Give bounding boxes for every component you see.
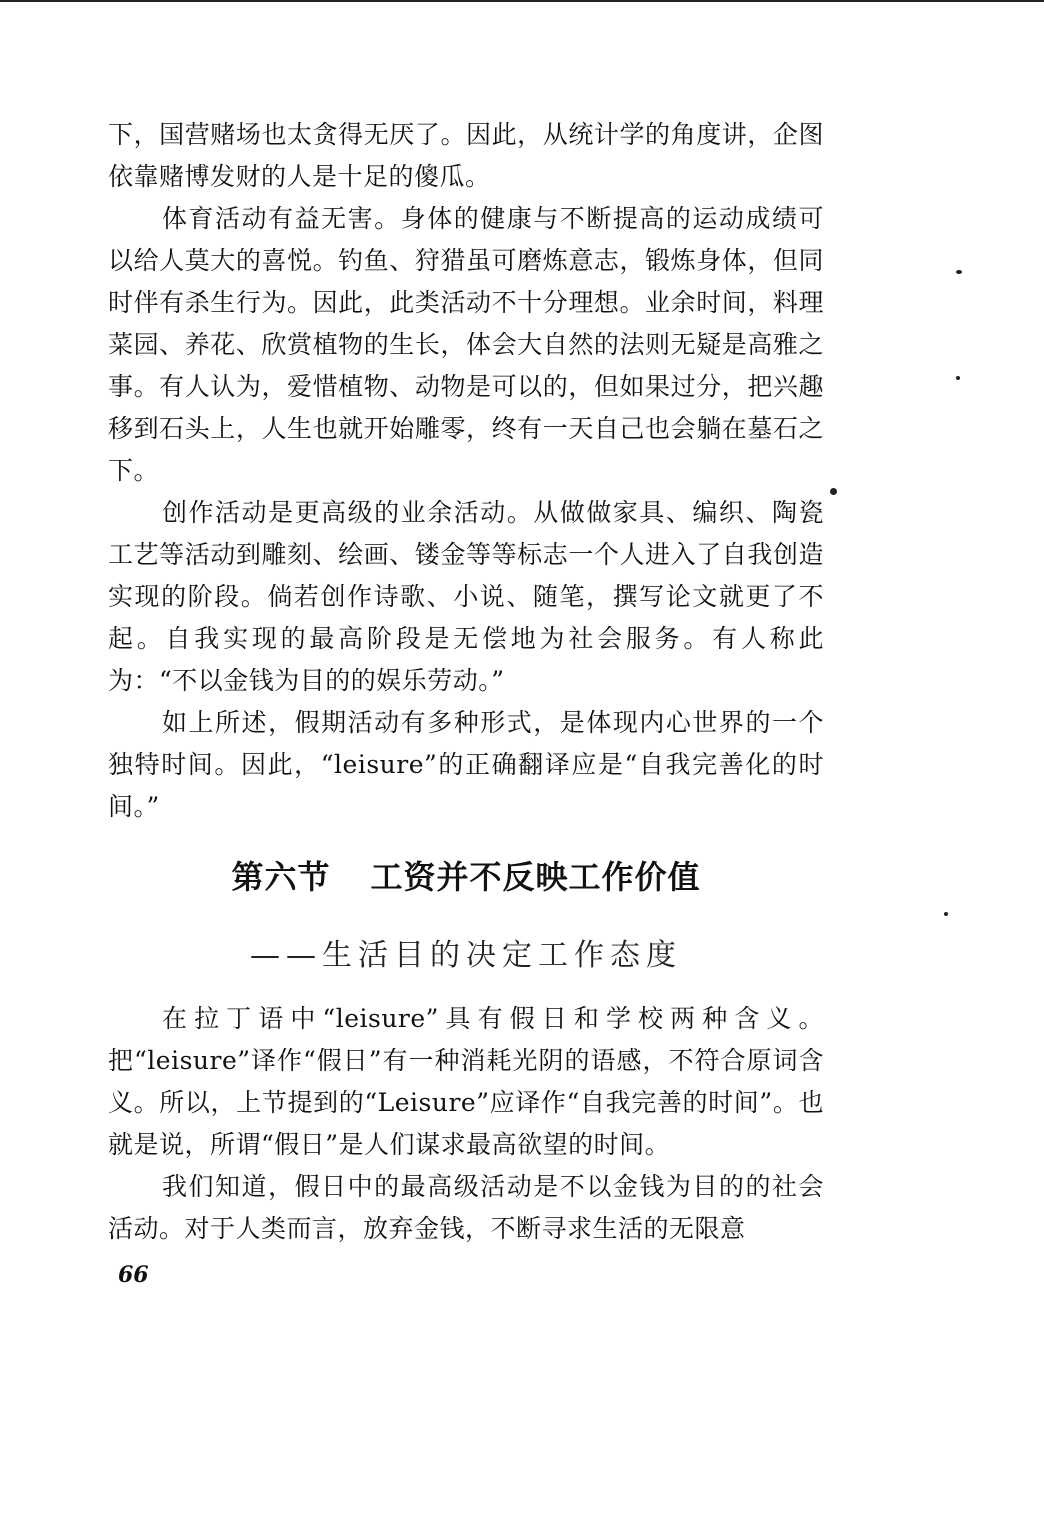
page-number: 66 — [118, 1262, 149, 1288]
scan-speck — [944, 912, 948, 916]
scan-speck — [956, 376, 960, 380]
paragraph: 体育活动有益无害。身体的健康与不断提高的运动成绩可以给人莫大的喜悦。钓鱼、狩猎虽可磨炼意志，锻炼身体，但同时伴有杀生行为。因此，此类活动不十分理想。业余时间，料理菜园、养花、欣赏植物的生长，体会大自然的法则无疑是高雅之事。有人认为，爱惜植物、动物是可以的，但如果过分，把兴趣移到石头上，人生也就开始雕零，终有一天自己也会躺在墓石之下。 — [108, 204, 824, 485]
body-text-lower — [108, 998, 824, 1250]
paragraph: 创作活动是更高级的业余活动。从做做家具、编织、陶瓷工艺等活动到雕刻、绘画、镂金等等标志一个人进入了自我创造实现的阶段。倘若创作诗歌、小说、随笔，撰写论文就更了不起。自我实现的最高阶段是无偿地为社会服务。有人称此为：“不以金钱为目的的娱乐劳动。” — [108, 498, 824, 695]
section-heading — [108, 852, 824, 898]
scan-speck — [956, 270, 962, 274]
body-text-upper — [108, 114, 824, 828]
paragraph: 我们知道，假日中的最高级活动是不以金钱为目的的社会活动。对于人类而言，放弃金钱，不断寻求生活的无限意 — [108, 1172, 824, 1243]
scan-speck — [830, 488, 837, 495]
paragraph: 下，国营赌场也太贪得无厌了。因此，从统计学的角度讲，企图依靠赌博发财的人是十足的傻瓜。 — [108, 120, 824, 191]
section-subtitle: ——生活目的决定工作态度 — [250, 938, 682, 973]
section-title: 工资并不反映工作价值 — [370, 858, 701, 896]
section-number: 第六节 — [231, 858, 331, 896]
paragraph: 如上所述，假期活动有多种形式，是体现内心世界的一个独特时间。因此，“leisure”的正确翻译应是“自我完善化的时间。” — [108, 708, 824, 821]
paragraph: 在拉丁语中“leisure”具有假日和学校两种含义。把“leisure”译作“假日”有一种消耗光阴的语感，不符合原词含义。所以，上节提到的“Leisure”应译作“自我完善的时间”。也就是说，所谓“假日”是人们谋求最高欲望的时间。 — [108, 1004, 824, 1159]
top-rule — [0, 0, 1044, 2]
